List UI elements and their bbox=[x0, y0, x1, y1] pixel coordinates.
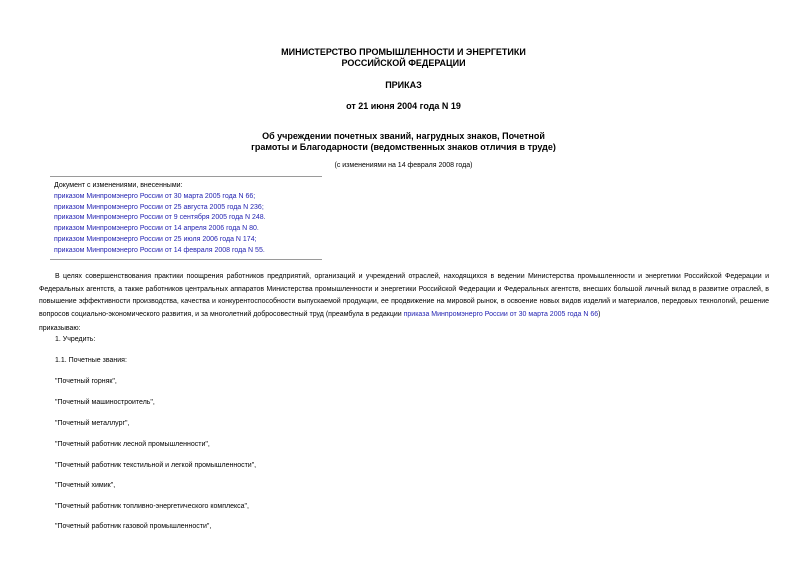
ministry-line-1: МИНИСТЕРСТВО ПРОМЫШЛЕННОСТИ И ЭНЕРГЕТИКИ bbox=[281, 47, 526, 57]
order-word: приказываю: bbox=[39, 325, 81, 332]
top-divider bbox=[50, 176, 322, 177]
preamble-text: В целях совершенствования практики поощрения работников предприятий, организаций и учреждений отраслей, находящихся в ведении Министерства промышленности и энергетики Российской Федерации и Федеральных агентств, а также работников центральных аппаратов Министерства промышленности и энергетики Российской Федерации и Федеральных агентств, внесших большой личный вклад в развитие отраслей, в повышение эффективности производства, качества и конкурентоспособности выпускаемой продукции, ее продвижение на мировой рынок, в освоение новых видов изделий и материалов, передовых технологий, решение вопросов социально-экономического развития, и за многолетний добросовестный труд (преамбула в редакции bbox=[39, 273, 769, 319]
doc-type: ПРИКАЗ bbox=[385, 80, 422, 90]
change-link[interactable]: приказом Минпромэнерго России от 14 февраля 2008 года N 55. bbox=[54, 246, 265, 254]
honorary-title-item: "Почетный работник газовой промышленности", bbox=[55, 523, 212, 530]
ministry-heading bbox=[0, 47, 807, 69]
honorary-title-item: "Почетный горняк", bbox=[55, 378, 117, 385]
honorary-title-item: "Почетный работник топливно-энергетического комплекса", bbox=[55, 503, 249, 510]
doc-title-line-1: Об учреждении почетных званий, нагрудных знаков, Почетной bbox=[262, 131, 545, 141]
doc-date-number: от 21 июня 2004 года N 19 bbox=[346, 101, 461, 111]
ministry-line-2: РОССИЙСКОЙ ФЕДЕРАЦИИ bbox=[341, 58, 466, 68]
changes-block bbox=[54, 181, 266, 257]
item-1-1: 1.1. Почетные звания: bbox=[55, 357, 127, 364]
honorary-title-item: "Почетный работник текстильной и легкой промышленности", bbox=[55, 462, 257, 469]
item-1: 1. Учредить: bbox=[55, 336, 96, 343]
honorary-title-item: "Почетный металлург", bbox=[55, 420, 130, 427]
honorary-title-item: "Почетный химик", bbox=[55, 482, 116, 489]
honorary-title-item: "Почетный машиностроитель", bbox=[55, 399, 155, 406]
preamble-link[interactable]: приказа Минпромэнерго России от 30 марта 2005 года N 66 bbox=[403, 311, 599, 319]
changes-intro: Документ с изменениями, внесенными: bbox=[54, 182, 183, 189]
bottom-divider bbox=[50, 259, 322, 260]
honorary-title-item: "Почетный работник лесной промышленности", bbox=[55, 441, 210, 448]
amended-note: (с изменениями на 14 февраля 2008 года) bbox=[334, 162, 473, 169]
change-link[interactable]: приказом Минпромэнерго России от 14 апреля 2006 года N 80. bbox=[54, 225, 259, 233]
change-link[interactable]: приказом Минпромэнерго России от 30 марта 2005 года N 66; bbox=[54, 192, 256, 200]
change-link[interactable]: приказом Минпромэнерго России от 25 июля 2006 года N 174; bbox=[54, 235, 257, 243]
doc-title-line-2: грамоты и Благодарности (ведомственных знаков отличия в труде) bbox=[251, 142, 556, 152]
preamble-paragraph bbox=[39, 271, 769, 322]
doc-title bbox=[0, 131, 807, 153]
change-link[interactable]: приказом Минпромэнерго России от 9 сентября 2005 года N 248. bbox=[54, 214, 266, 222]
change-link[interactable]: приказом Минпромэнерго России от 25 августа 2005 года N 236; bbox=[54, 203, 264, 211]
preamble-end: ) bbox=[598, 311, 601, 319]
